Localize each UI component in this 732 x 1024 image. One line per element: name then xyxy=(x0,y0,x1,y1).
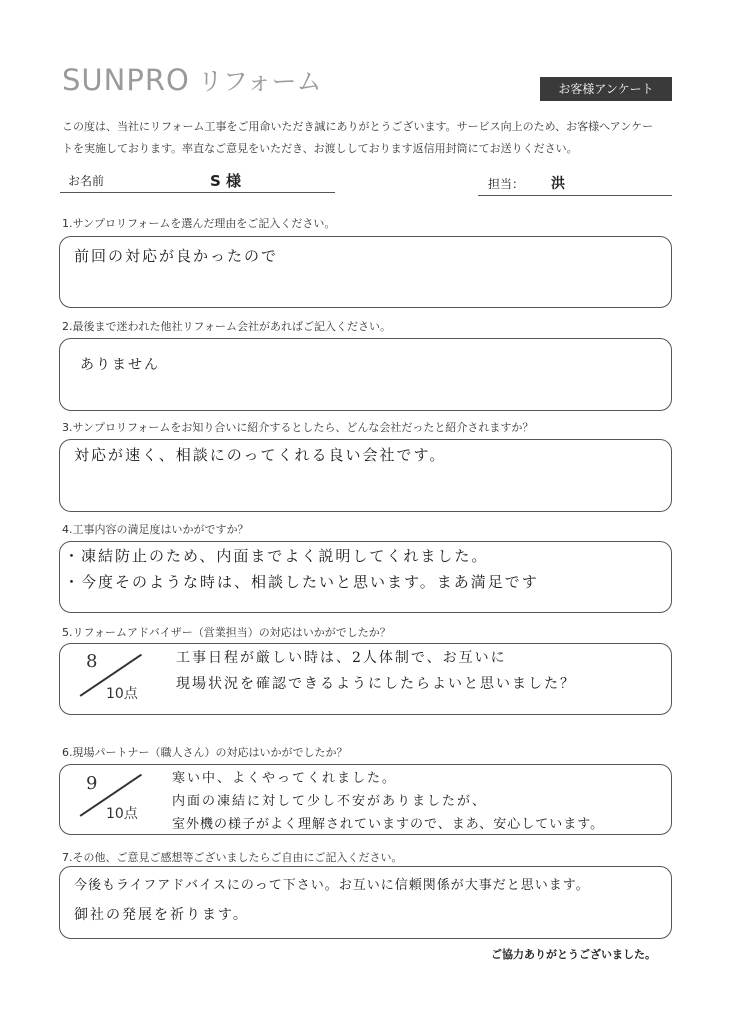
question-3-label: 3.サンプロリフォームをお知り合いに紹介するとしたら、どんな会社だったと紹介されますか？ xyxy=(62,421,534,434)
thanks-message: ご協力ありがとうございました。 xyxy=(491,948,656,961)
score-5-max: 10点 xyxy=(106,686,138,702)
answer-6-line-3: 室外機の様子がよく理解されていますので、まあ、安心しています。 xyxy=(172,817,605,832)
question-4-label: 4.工事内容の満足度はいかがですか？ xyxy=(62,523,249,536)
question-5-label: 5.リフォームアドバイザー（営業担当）の対応はいかがでしたか？ xyxy=(62,626,391,639)
name-label: お名前 xyxy=(68,174,105,188)
answer-6-line-1: 寒い中、よくやってくれました。 xyxy=(172,771,398,786)
answer-box-2 xyxy=(59,338,672,411)
customer-name: S 様 xyxy=(210,172,242,190)
survey-badge: お客様アンケート xyxy=(540,77,672,101)
answer-5-line-1: 工事日程が厳しい時は、2人体制で、お互いに xyxy=(176,650,507,666)
staff-name: 洪 xyxy=(551,176,565,192)
intro-line-2: トを実施しております。率直なご意見をいただき、お渡ししております返信用封筒にてお送りください。 xyxy=(62,142,578,155)
answer-3-line-1: 対応が速く、相談にのってくれる良い会社です。 xyxy=(74,446,447,464)
answer-6-line-2: 内面の凍結に対して少し不安がありましたが、 xyxy=(172,794,488,809)
answer-4-line-1: ・凍結防止のため、内面までよく説明してくれました。 xyxy=(64,547,489,565)
intro-text xyxy=(62,116,682,160)
question-1-label: 1.サンプロリフォームを選んだ理由をご記入ください。 xyxy=(62,217,336,230)
answer-5-line-2: 現場状況を確認できるようにしたらよいと思いました？ xyxy=(176,676,576,692)
staff-label: 担当： xyxy=(488,177,525,191)
answer-7-line-1: 今後もライフアドバイスにのって下さい。お互いに信頼関係が大事だと思います。 xyxy=(74,878,590,893)
logo-brand: SUNPRO xyxy=(62,63,190,97)
sunpro-logo xyxy=(62,62,322,96)
answer-1-line-1: 前回の対応が良かったので xyxy=(74,247,279,265)
answer-4-line-2: ・今度そのような時は、相談したいと思います。まあ満足です xyxy=(64,573,539,591)
intro-line-1: この度は、当社にリフォーム工事をご用命いただき誠にありがとうございます。サービス向上のため、お客様へアンケー xyxy=(62,120,654,133)
score-5-value: 8 xyxy=(86,651,98,672)
staff-underline xyxy=(478,195,672,196)
score-6-value: 9 xyxy=(86,773,98,794)
answer-2-line-1: ありません xyxy=(80,357,160,373)
score-6-max: 10点 xyxy=(106,806,138,822)
answer-7-line-2: 御社の発展を祈ります。 xyxy=(74,907,249,923)
question-6-label: 6.現場パートナー（職人さん）の対応はいかがでしたか？ xyxy=(62,746,348,759)
logo-sub: リフォーム xyxy=(197,67,322,96)
question-2-label: 2.最後まで迷われた他社リフォーム会社があればご記入ください。 xyxy=(62,320,391,333)
question-7-label: 7.その他、ご意見ご感想等ございましたらご自由にご記入ください。 xyxy=(62,851,403,864)
name-underline xyxy=(60,192,335,193)
